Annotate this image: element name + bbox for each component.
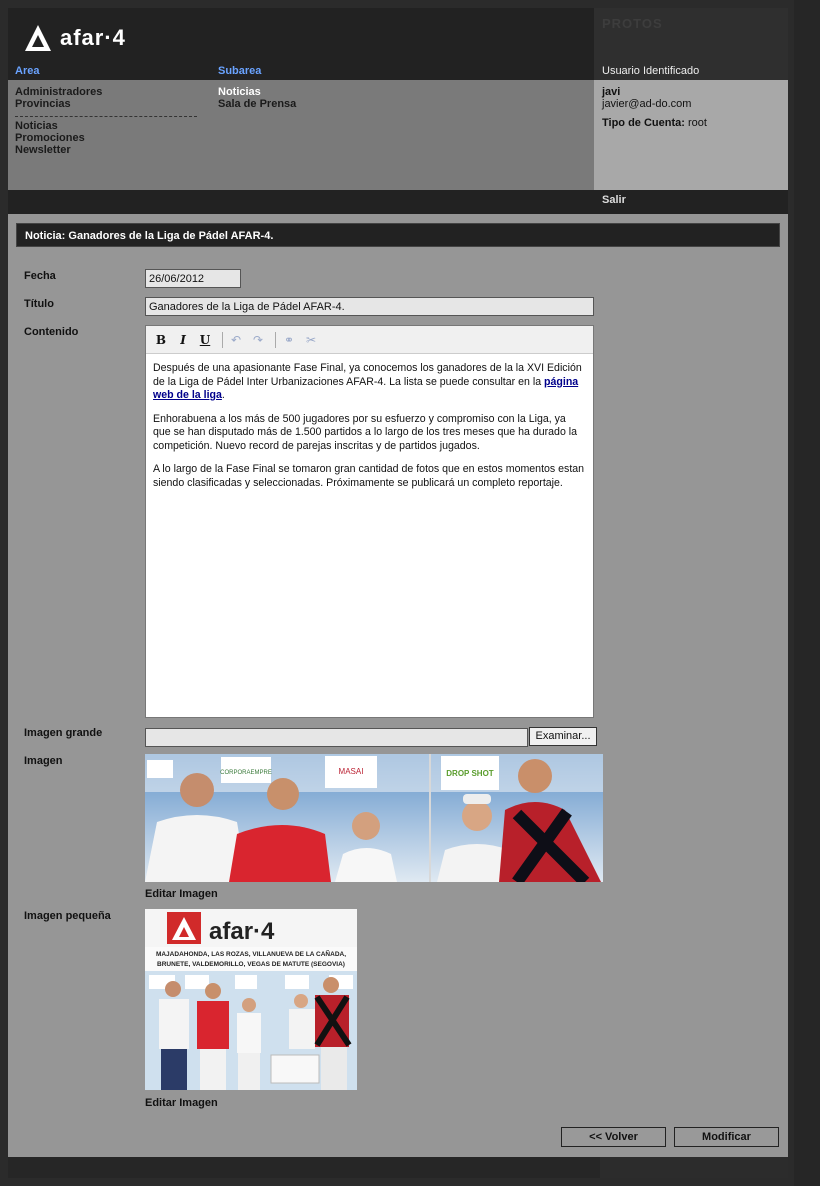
imagen-grande-file-input[interactable] bbox=[145, 728, 528, 747]
back-button[interactable]: << Volver bbox=[561, 1127, 666, 1147]
edit-large-image-link[interactable]: Editar Imagen bbox=[145, 888, 218, 900]
contenido-label: Contenido bbox=[24, 326, 79, 338]
p1-text: Después de una apasionante Fase Final, ya conocemos los ganadores de la la XVI Edición de la Liga de Pádel Inter Urbanizaciones AFAR-4. La lista se puede consultar en la bbox=[153, 362, 582, 388]
content-editor[interactable] bbox=[145, 325, 594, 718]
content-paragraph bbox=[153, 362, 586, 403]
afar4-logo[interactable] bbox=[24, 20, 126, 56]
browse-button[interactable]: Examinar... bbox=[529, 727, 597, 746]
nav-item-newsletter[interactable]: Newsletter bbox=[15, 144, 71, 156]
window-edge bbox=[794, 0, 820, 1186]
titulo-label: Título bbox=[24, 298, 54, 310]
imagen-grande-label: Imagen grande bbox=[24, 727, 103, 739]
sponsor-logo: DROP SHOT bbox=[446, 769, 494, 778]
small-banner-line2: BRUNETE, VALDEMORILLO, VEGAS DE MATUTE (SEGOVIA) bbox=[157, 961, 345, 968]
logout-link[interactable]: Salir bbox=[602, 194, 626, 206]
bold-icon[interactable]: B bbox=[155, 332, 167, 347]
titulo-input[interactable] bbox=[145, 297, 594, 316]
user-name: javi bbox=[602, 86, 621, 98]
winners-photo bbox=[145, 754, 603, 882]
header-bar bbox=[8, 8, 788, 80]
large-image-preview bbox=[145, 754, 603, 882]
content-paragraph: Enhorabuena a los más de 500 jugadores por su esfuerzo y compromiso con la Liga, ya que se han disputado más de 1.500 partidos a lo largo de los tres meses que ha durado la competición. Nuevo record de parejas inscritas y de partidos jugados. bbox=[153, 412, 578, 452]
imagen-label: Imagen bbox=[24, 755, 63, 767]
small-image-preview bbox=[145, 909, 357, 1090]
subnav-item-noticias[interactable]: Noticias bbox=[218, 86, 261, 98]
subarea-menu bbox=[218, 86, 296, 110]
content-paragraph: A lo largo de la Fase Final se tomaron gran cantidad de fotos que en estos momentos estan siendo clasificadas y seleccionadas. Próximamente se publicará un completo reportaje. bbox=[153, 463, 585, 489]
user-heading: Usuario Identificado bbox=[602, 65, 700, 77]
subnav-item-sala-de-prensa[interactable]: Sala de Prensa bbox=[218, 98, 297, 110]
edit-small-image-link[interactable]: Editar Imagen bbox=[145, 1097, 218, 1109]
account-type-label: Tipo de Cuenta: bbox=[602, 117, 685, 129]
modify-button[interactable]: Modificar bbox=[674, 1127, 779, 1147]
protos-label: PROTOS bbox=[602, 16, 663, 31]
unlink-icon[interactable]: ✂ bbox=[305, 332, 317, 347]
logo-wordmark: afar·4 bbox=[60, 25, 126, 50]
account-type-value: root bbox=[687, 117, 707, 129]
underline-icon[interactable]: U bbox=[199, 332, 211, 347]
user-email: javier@ad-do.com bbox=[602, 98, 692, 110]
toolbar-separator bbox=[275, 332, 276, 348]
link-icon[interactable]: ⚭ bbox=[283, 332, 295, 347]
editor-toolbar bbox=[146, 326, 593, 354]
sponsor-logo: CORPORAEMPRE bbox=[220, 770, 272, 776]
subarea-heading: Subarea bbox=[218, 65, 262, 77]
sub-header-bar bbox=[8, 190, 788, 214]
imagen-pequena-label: Imagen pequeña bbox=[24, 910, 111, 922]
afar-triangle-icon bbox=[24, 24, 52, 52]
editor-body[interactable] bbox=[146, 354, 593, 508]
italic-icon[interactable]: I bbox=[180, 332, 186, 347]
footer-right bbox=[600, 1157, 788, 1178]
section-title: Noticia: Ganadores de la Liga de Pádel AFAR-4. bbox=[16, 223, 780, 247]
nav-item-promociones[interactable]: Promociones bbox=[15, 132, 85, 144]
p1-end: . bbox=[221, 389, 225, 401]
fecha-input[interactable] bbox=[145, 269, 241, 288]
sponsor-logo: MASAI bbox=[338, 767, 364, 776]
fecha-label: Fecha bbox=[24, 270, 56, 282]
small-banner-brand: afar·4 bbox=[209, 918, 275, 945]
nav-item-noticias[interactable]: Noticias bbox=[15, 120, 58, 132]
user-info-box bbox=[594, 80, 788, 190]
small-banner-line1: MAJADAHONDA, LAS ROZAS, VILLANUEVA DE LA CAÑADA, bbox=[155, 951, 347, 958]
nav-divider bbox=[15, 116, 197, 117]
small-photo bbox=[145, 909, 357, 1090]
undo-icon[interactable]: ↶ bbox=[230, 332, 242, 347]
nav-item-administradores[interactable]: Administradores bbox=[15, 86, 103, 98]
nav-band bbox=[8, 80, 594, 190]
area-heading: Area bbox=[15, 65, 40, 77]
redo-icon[interactable]: ↷ bbox=[252, 332, 264, 347]
admin-page bbox=[8, 8, 788, 1178]
league-web-link[interactable]: página web de la liga bbox=[153, 375, 579, 401]
toolbar-separator bbox=[222, 332, 223, 348]
nav-item-provincias[interactable]: Provincias bbox=[15, 98, 71, 110]
area-menu bbox=[15, 86, 197, 156]
account-type bbox=[602, 117, 707, 129]
